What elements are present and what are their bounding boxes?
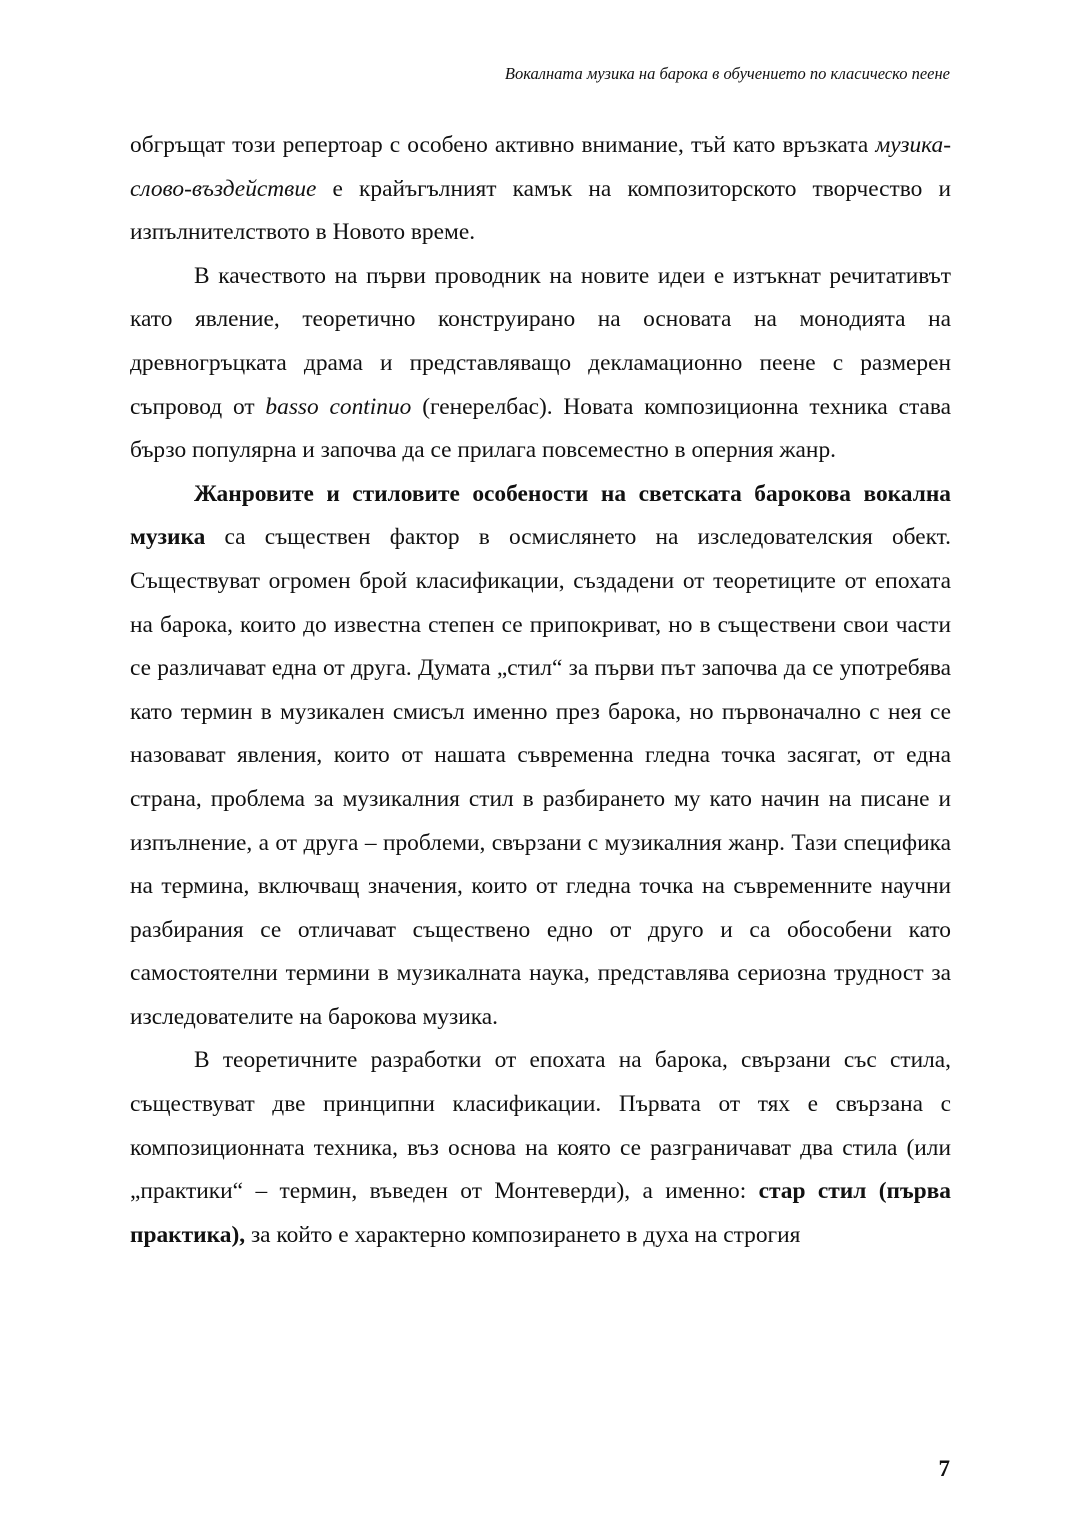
- paragraph-1: [130, 124, 951, 255]
- running-header: Вокалната музика на барока в обучението по класическо пеене: [504, 64, 950, 83]
- paragraph-2: [130, 255, 951, 473]
- paragraph-2-text-end: (генерелбас). Новата композиционна техника става бързо популярна и започва да се прилага повсеместно в оперния жанр.: [130, 393, 951, 464]
- paragraph-4-text-end: за който е характерно композирането в духа на строгия: [245, 1221, 801, 1248]
- paragraph-1-italic-term: музика-слово-въздействие: [130, 132, 951, 202]
- paragraph-2-text-start: В качеството на първи проводник на новите идеи е изтъкнат речитативът като явление, теоретично конструирано на основата на монодията на древногръцката драма и представляващо декламационно пеене с размерен съпровод от: [130, 262, 951, 420]
- paragraph-4: [130, 1039, 951, 1257]
- paragraph-4-bold-term: стар стил (първа практика),: [130, 1178, 951, 1248]
- paragraph-3: [130, 473, 951, 1040]
- paragraph-2-italic-term: basso continuo: [265, 393, 412, 420]
- paragraph-3-text: са съществен фактор в осмислянето на изследователския обект. Съществуват огромен брой класификации, създадени от теоретиците от епохата на барока, които до известна степен се припокриват, но в съществени свои части се различават една от друга. Думата „стил“ за първи път започва да се употребява като термин в музикален смисъл именно през барока, но първоначално с нея се назовават явления, които от нашата съвременна гледна точка засягат, от една страна, проблема за музикалния стил в разбирането му като начин на писане и изпълнение, а от друга – проблеми, свързани с музикалния жанр. Тази специфика на термина, включващ значения, които от гледна точка на съвременните научни разбирания се отличават съществено едно от друго и са обособени като самостоятелни термини в музикалната наука, представлява сериозна трудност за изследователите на барокова музика.: [130, 524, 951, 1030]
- page-number: 7: [938, 1456, 950, 1481]
- paragraph-1-text-start: обгръщат този репертоар с особено активно внимание, тъй като връзката: [130, 132, 876, 158]
- paragraph-1-text-end: е крайъгълният камък на композиторското творчество и изпълнителството в Новото време.: [130, 175, 951, 246]
- paragraph-4-text-start: В теоретичните разработки от епохата на барока, свързани със стила, съществуват две принципни класификации. Първата от тях е свързана с композиционната техника, въз основа на която се разграничават два стила (или „практики“ – термин, въведен от Монтеверди), а именно:: [130, 1047, 951, 1205]
- body-text: [130, 124, 951, 1257]
- paragraph-3-bold-lead: Жанровите и стиловите особености на светската барокова вокална музика: [130, 480, 951, 551]
